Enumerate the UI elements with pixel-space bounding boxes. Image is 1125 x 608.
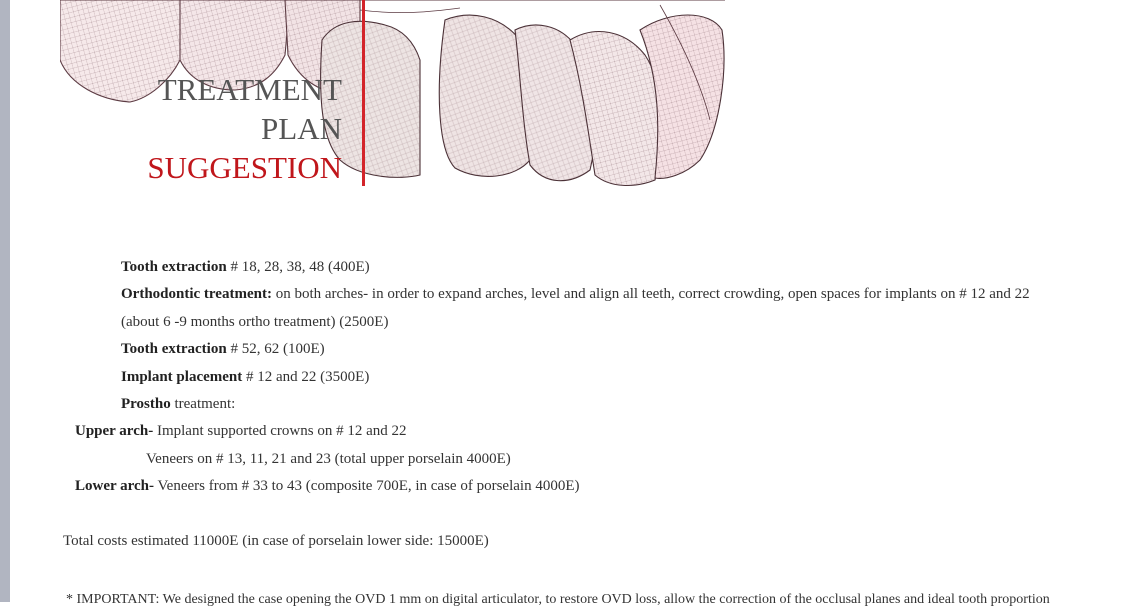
plan-item-text: # 52, 62 (100E) [226, 341, 325, 357]
important-note: * IMPORTANT: We designed the case opening the OVD 1 mm on digital articulator, to restore OVD loss, allow the correction of the occlusal planes and ideal tooth proportion [66, 592, 1050, 607]
plan-item-text: Veneers from # 33 to 43 (composite 700E, in case of porselain 4000E) [154, 478, 580, 494]
plan-item-label: Implant placement [121, 369, 243, 385]
title-line-2: PLAN [261, 111, 342, 146]
plan-item-label: Lower arch- [75, 478, 155, 494]
plan-item-text: # 18, 28, 38, 48 (400E) [226, 259, 370, 275]
page-title [100, 70, 342, 187]
plan-item [146, 451, 511, 468]
plan-item-text: # 12 and 22 (3500E) [242, 369, 370, 385]
plan-item-label: Tooth extraction [121, 341, 227, 357]
plan-item-text: (about 6 -9 months ortho treatment) (2500E) [121, 314, 389, 330]
title-line-3: SUGGESTION [147, 150, 342, 185]
total-cost: Total costs estimated 11000E (in case of porselain lower side: 15000E) [63, 533, 489, 549]
plan-item-label: Upper arch- [75, 423, 154, 439]
plan-item [75, 478, 579, 495]
title-line-1: TREATMENT [157, 72, 342, 107]
plan-item-text: Implant supported crowns on # 12 and 22 [153, 423, 407, 439]
title-divider-line [362, 0, 365, 186]
plan-item [75, 423, 407, 440]
plan-item [121, 286, 1030, 303]
plan-item-text: treatment: [170, 396, 236, 412]
plan-item-label: Orthodontic treatment: [121, 286, 272, 302]
plan-item [121, 369, 369, 386]
plan-item-label: Tooth extraction [121, 259, 227, 275]
plan-item [121, 341, 325, 358]
plan-item-text: on both arches- in order to expand arches, level and align all teeth, correct crowding, open spaces for implants on # 12 and 22 [271, 286, 1030, 302]
plan-item-text: Veneers on # 13, 11, 21 and 23 (total upper porselain 4000E) [146, 451, 511, 467]
plan-item [121, 259, 370, 276]
plan-item-label: Prostho [121, 396, 171, 412]
left-sidebar-strip [0, 0, 10, 602]
plan-item [121, 314, 388, 331]
plan-item [121, 396, 235, 413]
